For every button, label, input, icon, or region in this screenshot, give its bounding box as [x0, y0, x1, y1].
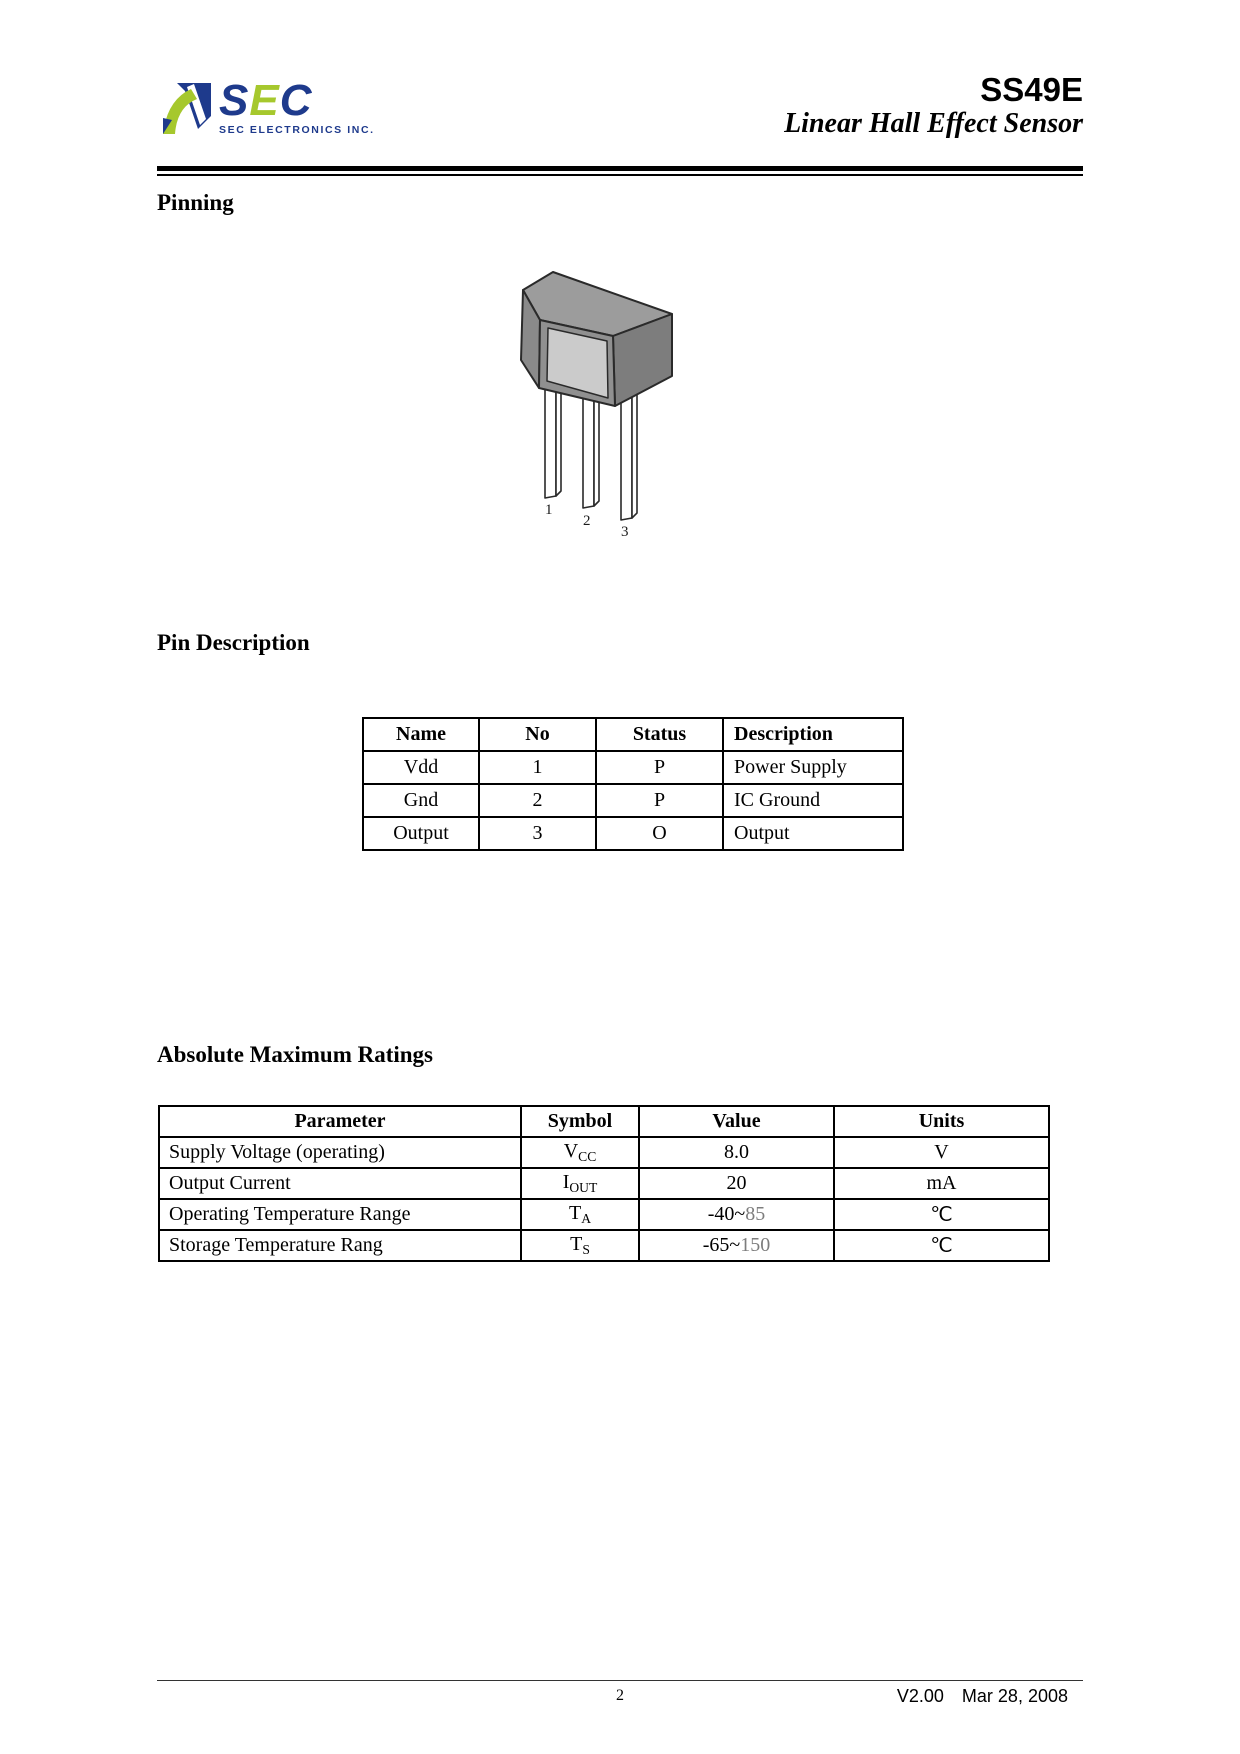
logo-text: [219, 76, 375, 136]
table-header-row: [159, 1106, 1049, 1137]
pin-description: Power Supply: [723, 751, 903, 784]
logo-company-name: SEC ELECTRONICS INC.: [219, 124, 375, 136]
column-header-name: Name: [363, 718, 479, 751]
pin-name: Gnd: [363, 784, 479, 817]
pin-status: O: [596, 817, 723, 850]
column-header-description: Description: [723, 718, 903, 751]
table-row: [159, 1168, 1049, 1199]
document-title-block: [784, 72, 1083, 140]
table-row: [363, 784, 903, 817]
rating-value: [639, 1137, 834, 1168]
value-text-light: 150: [740, 1234, 771, 1256]
rating-value: [639, 1168, 834, 1199]
page-number: 2: [616, 1687, 624, 1704]
pin-label-1: 1: [545, 502, 553, 518]
table-row: [159, 1230, 1049, 1261]
rating-parameter: Operating Temperature Range: [159, 1199, 521, 1230]
document-subtitle: Linear Hall Effect Sensor: [784, 108, 1083, 139]
pin-status: P: [596, 751, 723, 784]
pin-name: Vdd: [363, 751, 479, 784]
symbol-base: T: [570, 1233, 583, 1256]
logo-wordmark: [219, 76, 375, 125]
column-header-no: No: [479, 718, 596, 751]
logo-letter: E: [249, 76, 280, 125]
symbol-base: I: [562, 1171, 570, 1194]
header-divider: [157, 166, 1083, 176]
rating-symbol: [521, 1199, 639, 1230]
rating-parameter: Storage Temperature Rang: [159, 1230, 521, 1261]
rating-value: [639, 1199, 834, 1230]
table-header-row: [363, 718, 903, 751]
rating-units: ℃: [834, 1230, 1049, 1261]
symbol-subscript: A: [581, 1210, 592, 1226]
table-row: [159, 1199, 1049, 1230]
rating-parameter: Output Current: [159, 1168, 521, 1199]
value-text: -40~: [707, 1203, 746, 1225]
section-title-pinning: Pinning: [157, 190, 234, 215]
rating-symbol: [521, 1230, 639, 1261]
pin-label-2: 2: [583, 513, 591, 529]
table-row: [363, 751, 903, 784]
company-logo: [157, 76, 375, 138]
logo-letter: S: [219, 76, 250, 125]
value-text: -65~: [702, 1234, 741, 1256]
symbol-base: V: [563, 1140, 579, 1163]
column-header-units: Units: [834, 1106, 1049, 1137]
date-text: Mar 28, 2008: [961, 1686, 1068, 1706]
rating-symbol: [521, 1137, 639, 1168]
footer-version-date: [897, 1686, 1068, 1707]
rating-units: V: [834, 1137, 1049, 1168]
value-text: 8.0: [724, 1141, 749, 1163]
rating-parameter: Supply Voltage (operating): [159, 1137, 521, 1168]
pin-label-3: 3: [621, 524, 629, 540]
logo-letter: C: [279, 76, 313, 125]
rating-value: [639, 1230, 834, 1261]
version-text: V2.00: [896, 1686, 944, 1706]
pin-description: IC Ground: [723, 784, 903, 817]
package-body: [521, 272, 672, 406]
pin-description-table: [362, 717, 904, 851]
footer-divider: [157, 1680, 1083, 1681]
rating-symbol: [521, 1168, 639, 1199]
table-row: [159, 1137, 1049, 1168]
pin-no: 1: [479, 751, 596, 784]
value-text-light: 85: [745, 1203, 766, 1225]
symbol-subscript: OUT: [569, 1179, 598, 1195]
column-header-parameter: Parameter: [159, 1106, 521, 1137]
value-text: 20: [726, 1172, 747, 1194]
section-title-pin-description: Pin Description: [157, 630, 310, 655]
rating-units: mA: [834, 1168, 1049, 1199]
absolute-maximum-ratings-table: [158, 1105, 1050, 1262]
pin-no: 3: [479, 817, 596, 850]
package-drawing: [505, 248, 715, 543]
pin-no: 2: [479, 784, 596, 817]
sec-logo-icon: [157, 80, 213, 138]
column-header-value: Value: [639, 1106, 834, 1137]
symbol-subscript: S: [582, 1241, 590, 1257]
table-row: [363, 817, 903, 850]
section-title-absolute-maximum-ratings: Absolute Maximum Ratings: [157, 1042, 434, 1067]
rating-units: ℃: [834, 1199, 1049, 1230]
column-header-status: Status: [596, 718, 723, 751]
pin-status: P: [596, 784, 723, 817]
symbol-base: T: [568, 1202, 582, 1225]
column-header-symbol: Symbol: [521, 1106, 639, 1137]
pin-name: Output: [363, 817, 479, 850]
pin-description: Output: [723, 817, 903, 850]
part-number: SS49E: [980, 71, 1083, 108]
symbol-subscript: CC: [578, 1148, 597, 1164]
